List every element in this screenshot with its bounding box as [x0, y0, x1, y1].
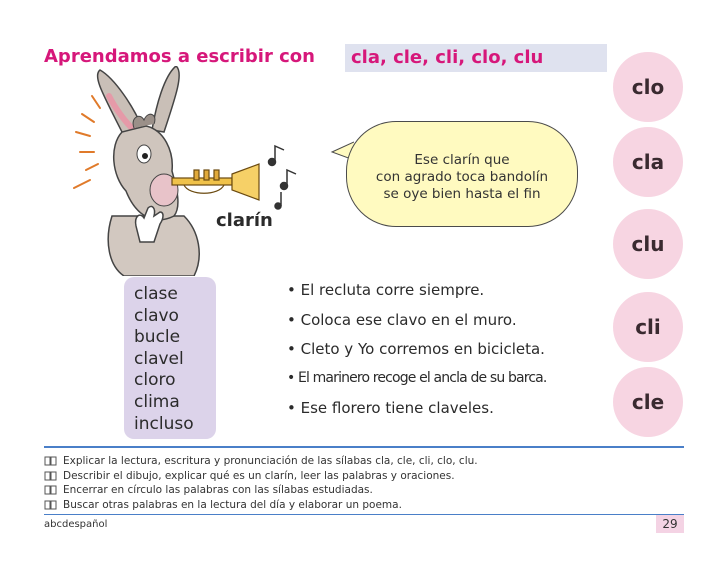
bubble-line: se oye bien hasta el fin [383, 186, 541, 202]
sentence-item: • Cleto y Yo corremos en bicicleta. [287, 340, 545, 358]
syllable-circle-clu: clu [613, 209, 683, 279]
word-item: clase [134, 284, 178, 304]
word-item: clima [134, 391, 180, 412]
illustration-label: clarín [216, 210, 273, 231]
footer-divider [44, 514, 684, 515]
sentence-item: • Coloca ese clavo en el muro. [287, 310, 517, 329]
syllable-circle-cle: cle [613, 367, 683, 437]
word-item: bucle [134, 327, 181, 348]
title-highlight: cla, cle, cli, clo, clu [345, 44, 607, 72]
word-list [124, 277, 216, 439]
section-divider [44, 446, 684, 448]
instruction-text: Describir el dibujo, explicar qué es un clarín, leer las palabras y oraciones. [63, 469, 455, 482]
book-icon [44, 500, 57, 510]
sentence-item: • El recluta corre siempre. [287, 281, 485, 299]
speech-bubble [346, 121, 578, 227]
syllable-circle-cli: cli [613, 292, 683, 362]
book-icon [44, 471, 57, 481]
title-main: Aprendamos a escribir con [44, 46, 315, 67]
instruction-text: Explicar la lectura, escritura y pronunciación de las sílabas cla, cle, cli, clo, clu. [63, 455, 478, 468]
instruction-text: Buscar otras palabras en la lectura del día y elaborar un poema. [63, 498, 402, 511]
sentence-list [287, 281, 597, 429]
instruction-text: Encerrar en círculo las palabras con las sílabas estudiadas. [63, 484, 373, 497]
sentence-item: • Ese florero tiene claveles. [287, 399, 494, 417]
syllable-circle-clo: clo [613, 52, 683, 122]
book-icon [44, 485, 57, 495]
instruction-item [44, 498, 478, 513]
donkey-trumpet-illustration [64, 66, 324, 276]
instruction-item [44, 483, 478, 498]
sentence-item: • El marinero recoge el ancla de su barca. [287, 369, 547, 386]
instruction-item [44, 454, 478, 469]
bubble-line: Ese clarín que [414, 152, 510, 168]
instruction-item [44, 469, 478, 484]
footer-brand: abcdespañol [44, 519, 108, 530]
book-icon [44, 456, 57, 466]
word-item: incluso [134, 413, 194, 434]
word-item: clavo [134, 305, 179, 326]
page-number: 29 [656, 515, 684, 533]
syllable-circle-cla: cla [613, 127, 683, 197]
word-item: clavel [134, 348, 184, 369]
teacher-instructions [44, 454, 478, 512]
bubble-line: con agrado toca bandolín [375, 169, 549, 185]
word-item: cloro [134, 370, 176, 391]
